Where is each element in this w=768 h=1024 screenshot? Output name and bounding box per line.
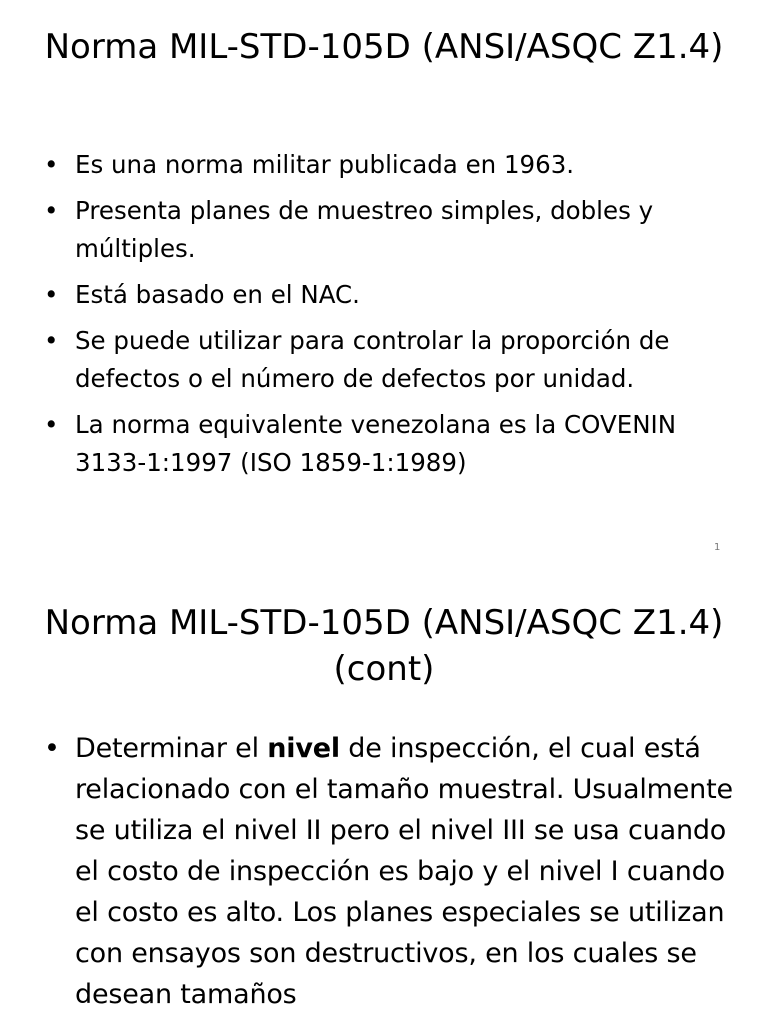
bullet-text: Es una norma militar publicada en 1963.	[75, 150, 575, 179]
bullet-text: La norma equivalente venezolana es la COVENIN 3133-1:1997 (ISO 1859-1:1989)	[75, 410, 677, 477]
bullet-text-bold: nivel	[267, 733, 340, 764]
bullet-item	[44, 276, 734, 314]
bullet-icon: •	[44, 196, 59, 225]
bullet-item	[44, 146, 734, 184]
slide-2	[0, 560, 768, 1024]
slide-1-title: Norma MIL-STD-105D (ANSI/ASQC Z1.4)	[44, 27, 724, 67]
page-number: 1	[714, 542, 721, 553]
bullet-text: Presenta planes de muestreo simples, dobles y múltiples.	[75, 196, 654, 263]
bullet-text	[75, 733, 733, 1010]
bullet-text-prefix: Determinar el	[75, 733, 268, 764]
bullet-icon: •	[44, 326, 59, 355]
slide-2-title: Norma MIL-STD-105D (ANSI/ASQC Z1.4) (cont)	[44, 603, 724, 689]
slide-1-bullet-list	[44, 146, 734, 490]
bullet-text-suffix: de inspección, el cual está relacionado con el tamaño muestral. Usualmente se utiliza el nivel II pero el nivel III se usa cuando el costo de inspección es bajo y el nivel I cuando el costo es alto. Los planes especiales se utilizan con ensayos son destructivos, en los cuales se desean tamaños	[75, 733, 733, 1010]
bullet-icon: •	[44, 150, 59, 179]
bullet-item	[44, 322, 734, 398]
bullet-text: Se puede utilizar para controlar la proporción de defectos o el número de defectos por unidad.	[75, 326, 670, 393]
bullet-icon: •	[44, 280, 59, 309]
slide-2-bullet-list	[44, 728, 734, 1023]
bullet-item	[44, 728, 734, 1015]
bullet-item	[44, 406, 734, 482]
bullet-icon: •	[44, 410, 59, 439]
bullet-text: Está basado en el NAC.	[75, 280, 360, 309]
bullet-item	[44, 192, 734, 268]
bullet-icon: •	[44, 733, 60, 764]
